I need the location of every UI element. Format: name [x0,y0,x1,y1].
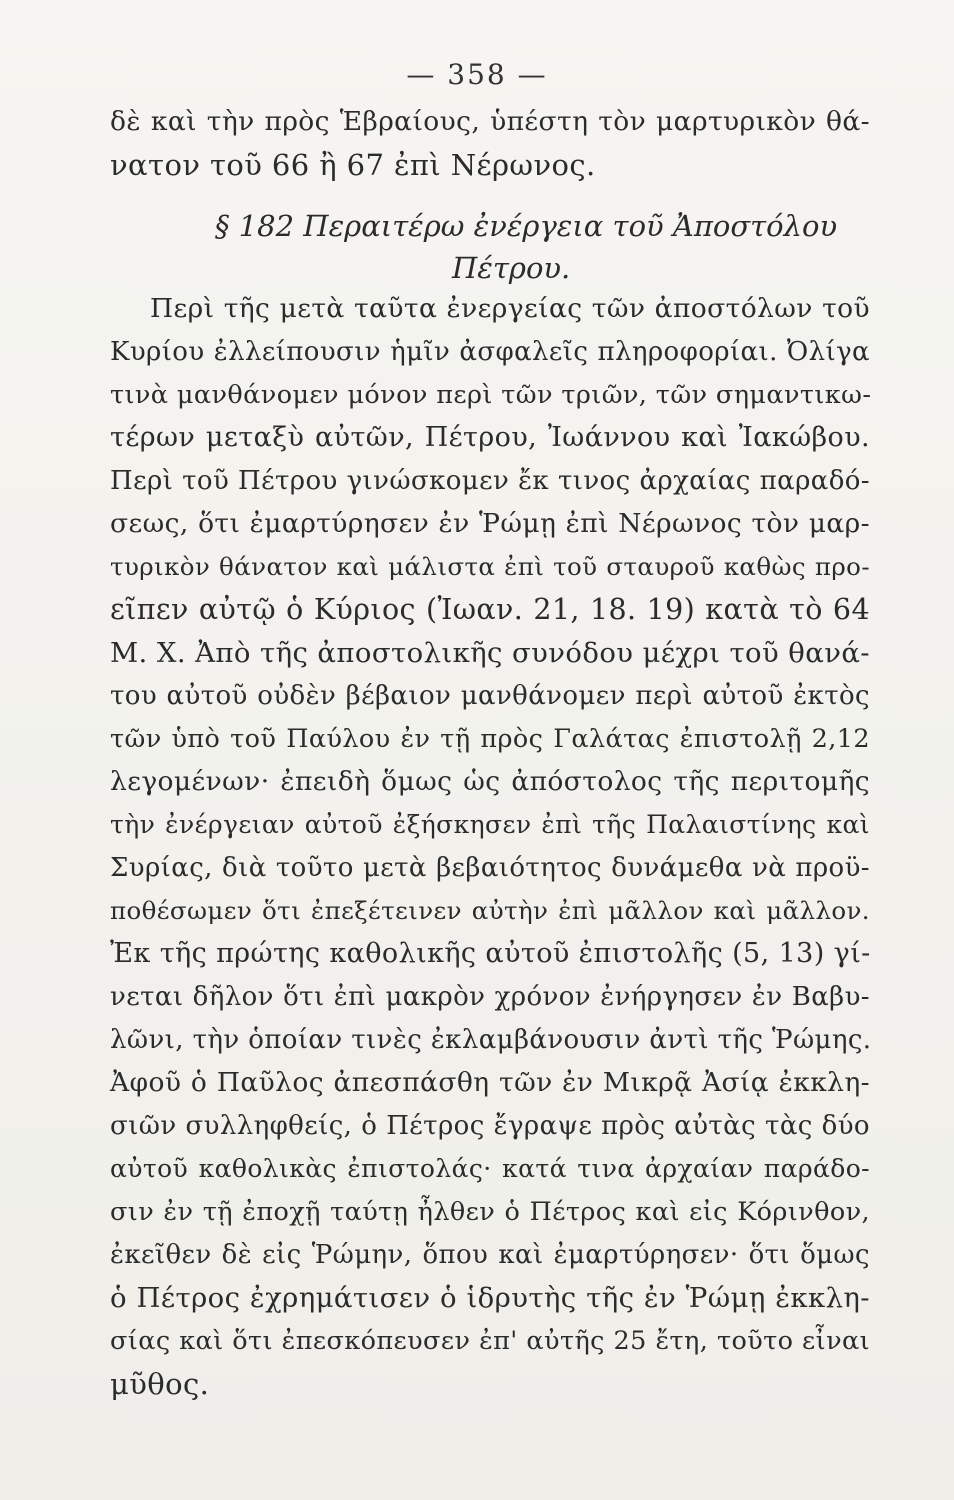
text-line: τυρικὸν θάνατον καὶ μάλιστα ἐπὶ τοῦ σταυροῦ καθὼς προ- [110,552,870,581]
text-line: ἐκεῖθεν δὲ εἰς Ῥώμην, ὅπου καὶ ἐμαρτύρησεν· ὅτι ὅμως [110,1240,870,1270]
text-line: τῶν ὑπὸ τοῦ Παύλου ἐν τῇ πρὸς Γαλάτας ἐπιστολῇ 2,12 [110,724,870,754]
text-line: Κυρίου ἐλλείπουσιν ἡμῖν ἀσφαλεῖς πληροφορίαι. Ὀλίγα [110,337,870,367]
section-heading-line-1: § 182 Περαιτέρω ἐνέργεια τοῦ Ἀποστόλου [215,209,838,243]
text-line: σίας καὶ ὅτι ἐπεσκόπευσεν ἐπ' αὐτῆς 25 ἔτη, τοῦτο εἶναι [110,1326,870,1356]
text-line: Ἀφοῦ ὁ Παῦλος ἀπεσπάσθη τῶν ἐν Μικρᾷ Ἀσίᾳ ἐκκλη- [110,1067,870,1098]
text-line: ποθέσωμεν ὅτι ἐπεξέτεινεν αὐτὴν ἐπὶ μᾶλλον καὶ μᾶλλον. [110,896,870,925]
text-line: ὁ Πέτρος ἐχρημάτισεν ὁ ἱδρυτὴς τῆς ἐν Ῥώμῃ ἐκκλη- [110,1282,870,1314]
text-line: Μ. Χ. Ἀπὸ τῆς ἀποστολικῆς συνόδου μέχρι τοῦ θανά- [110,637,870,669]
text-line: Συρίας, διὰ τοῦτο μετὰ βεβαιότητος δυνάμεθα νὰ προϋ- [110,853,870,883]
text-line: σιῶν συλληφθείς, ὁ Πέτρος ἔγραψε πρὸς αὐτὰς τὰς δύο [110,1111,870,1141]
text-line: λεγομένων· ἐπειδὴ ὅμως ὡς ἀπόστολος τῆς περιτομῆς [110,766,870,797]
text-line: σιν ἐν τῇ ἐποχῇ ταύτῃ ἦλθεν ὁ Πέτρος καὶ εἰς Κόρινθον, [110,1197,870,1227]
text-line: λῶνι, τὴν ὁποίαν τινὲς ἐκλαμβάνουσιν ἀντὶ τῆς Ῥώμης. [110,1025,872,1055]
text-line: τέρων μεταξὺ αὐτῶν, Πέτρου, Ἰωάννου καὶ Ἰακώβου. [110,422,870,453]
text-line: Περὶ τοῦ Πέτρου γινώσκομεν ἔκ τινος ἀρχαίας παραδό- [110,466,870,496]
text-line: σεως, ὅτι ἐμαρτύρησεν ἐν Ῥώμῃ ἐπὶ Νέρωνος τὸν μαρ- [110,508,870,539]
text-line: δὲ καὶ τὴν πρὸς Ἑβραίους, ὑπέστη τὸν μαρτυρικὸν θά- [110,106,870,137]
text-line: εῖπεν αὐτῷ ὁ Κύριος (Ἰωαν. 21, 18. 19) κατὰ τὸ 64 [110,593,870,626]
section-heading-line-2: Πέτρου. [452,251,571,285]
text-line: Ἐκ τῆς πρώτης καθολικῆς αὐτοῦ ἐπιστολῆς (5, 13) γί- [110,938,871,969]
text-line: νατον τοῦ 66 ἢ 67 ἐπὶ Νέρωνος. [110,148,596,182]
page-number: — 358 — [406,58,548,91]
text-line: τὴν ἐνέργειαν αὐτοῦ ἐξήσκησεν ἐπὶ τῆς Παλαιστίνης καὶ [110,810,870,839]
text-line: Περὶ τῆς μετὰ ταῦτα ἐνεργείας τῶν ἀποστόλων τοῦ [150,293,870,324]
text-line: μῦθος. [110,1367,210,1401]
text-line: αὐτοῦ καθολικὰς ἐπιστολάς· κατά τινα ἀρχαίαν παράδο- [110,1154,870,1183]
text-line: του αὐτοῦ οὐδὲν βέβαιον μανθάνομεν περὶ αὐτοῦ ἐκτὸς [110,681,870,711]
text-line: νεται δῆλον ὅτι ἐπὶ μακρὸν χρόνον ἐνήργησεν ἐν Βαβυ- [110,982,870,1012]
text-line: τινὰ μανθάνομεν μόνον περὶ τῶν τριῶν, τῶν σημαντικω- [110,380,872,410]
